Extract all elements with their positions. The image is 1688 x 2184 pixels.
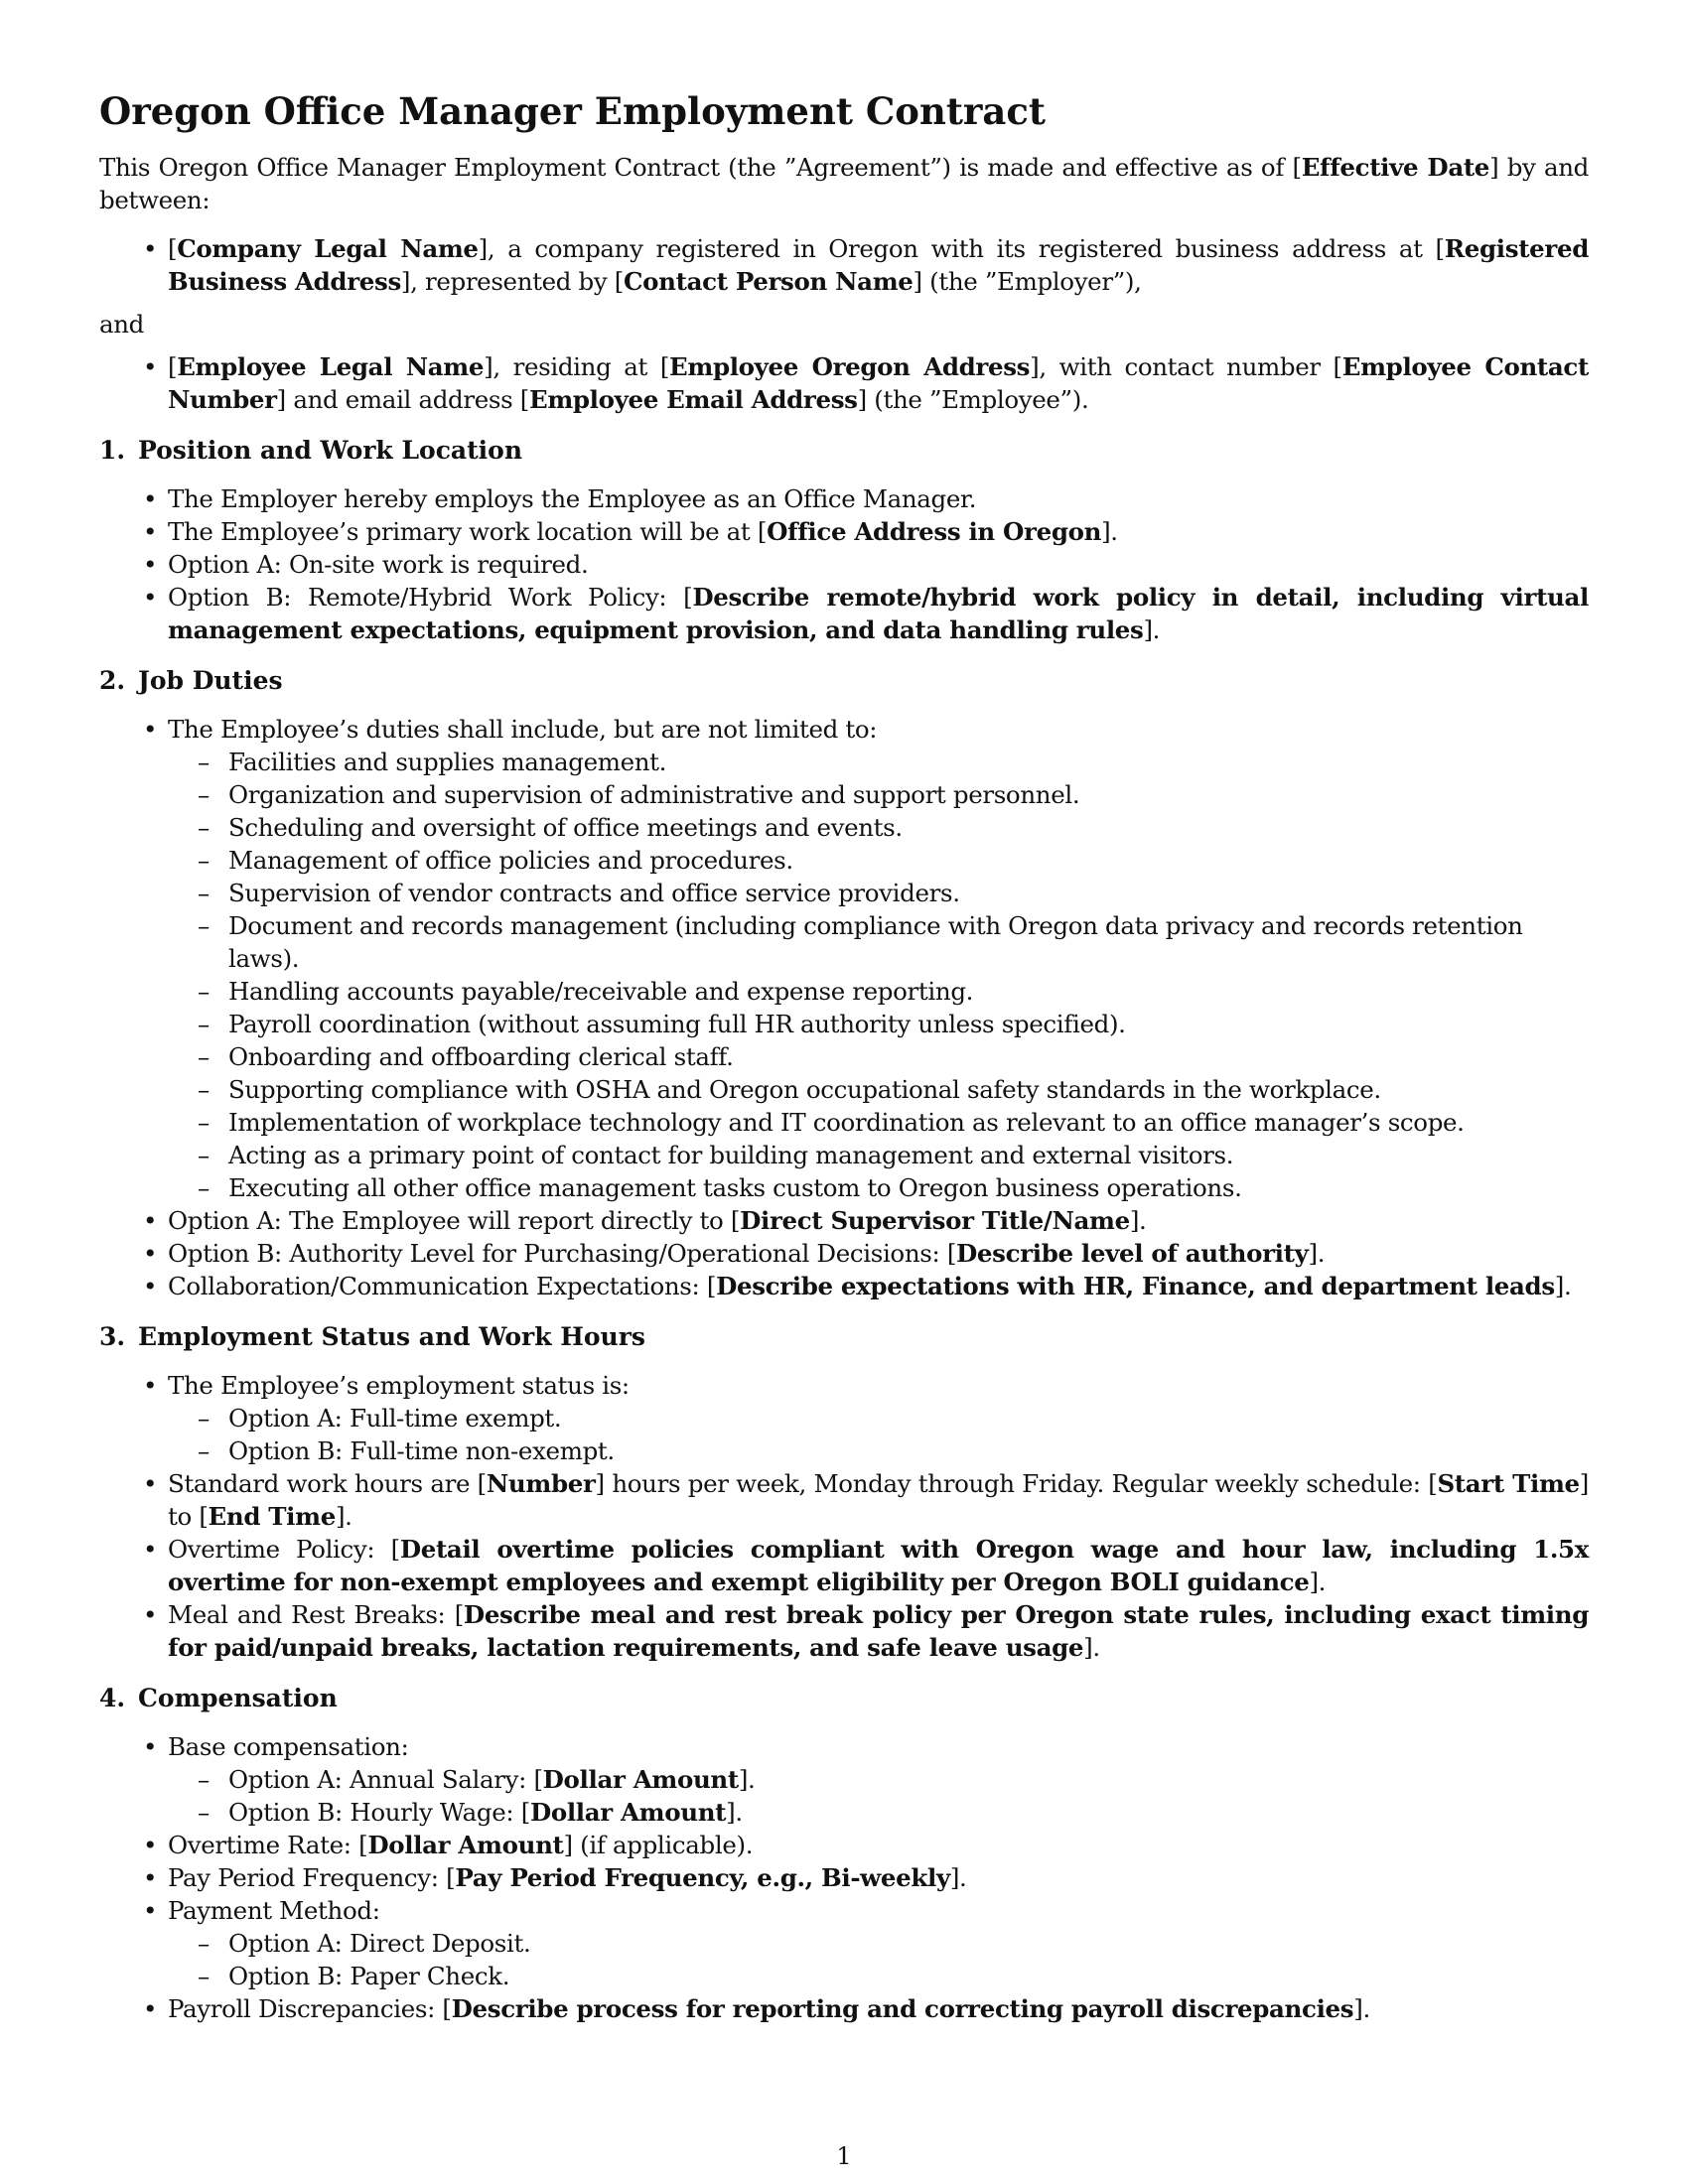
sub-item: – Option A: Direct Deposit. bbox=[168, 1927, 1589, 1960]
page-number: 1 bbox=[836, 2142, 852, 2170]
employer-party-list bbox=[99, 232, 1589, 298]
section-compensation-list bbox=[99, 1730, 1589, 2025]
placeholder-payroll-discrepancies: Describe process for reporting and correcting payroll discrepancies bbox=[451, 1994, 1354, 2023]
placeholder-employee-oregon-address: Employee Oregon Address bbox=[669, 352, 1031, 381]
placeholder-contact-person-name: Contact Person Name bbox=[624, 267, 914, 296]
duty-item: – Facilities and supplies management. bbox=[168, 746, 1589, 778]
list-item: • Payment Method: – Option A: Direct Deposit. – Option B: Paper Check. bbox=[99, 1894, 1589, 1992]
duty-item: – Organization and supervision of administrative and support personnel. bbox=[168, 778, 1589, 811]
sub-item: – Option B: Paper Check. bbox=[168, 1960, 1589, 1992]
list-item: • Option A: On-site work is required. bbox=[99, 548, 1589, 581]
list-item: • Option A: The Employee will report directly to [Direct Supervisor Title/Name]. bbox=[99, 1204, 1589, 1237]
list-item: • Pay Period Frequency: [Pay Period Frequency, e.g., Bi-weekly]. bbox=[99, 1861, 1589, 1894]
placeholder-hourly-wage: Dollar Amount bbox=[529, 1798, 727, 1827]
placeholder-end-time: End Time bbox=[208, 1502, 336, 1531]
sub-item: – Option B: Hourly Wage: [Dollar Amount]. bbox=[168, 1796, 1589, 1829]
duty-item: – Document and records management (including compliance with Oregon data privacy and records retention laws). bbox=[168, 909, 1589, 975]
placeholder-authority-level: Describe level of authority bbox=[956, 1239, 1309, 1268]
list-item: • Overtime Rate: [Dollar Amount] (if applicable). bbox=[99, 1829, 1589, 1861]
list-item: • The Employee’s employment status is: – Option A: Full-time exempt. – Option B: Full-time non-exempt. bbox=[99, 1369, 1589, 1467]
placeholder-hours-number: Number bbox=[486, 1469, 596, 1498]
list-item: • Option B: Authority Level for Purchasing/Operational Decisions: [Describe level of authority]. bbox=[99, 1237, 1589, 1270]
duty-item: – Onboarding and offboarding clerical staff. bbox=[168, 1040, 1589, 1073]
section-duties-list bbox=[99, 713, 1589, 1302]
placeholder-overtime-policy: Detail overtime policies compliant with Oregon wage and hour law, including 1.5x overtime for non-exempt employees and exempt eligibility per Oregon BOLI guidance bbox=[168, 1535, 1589, 1596]
list-item: • Option B: Remote/Hybrid Work Policy: [Describe remote/hybrid work policy in detail, including virtual management expectations, equipment provision, and data handling rules]. bbox=[99, 581, 1589, 646]
section-status-list bbox=[99, 1369, 1589, 1664]
document-body bbox=[99, 85, 1589, 2025]
and-connector: and bbox=[99, 310, 145, 339]
placeholder-overtime-rate: Dollar Amount bbox=[367, 1831, 564, 1859]
status-sublist bbox=[168, 1402, 1589, 1467]
placeholder-start-time: Start Time bbox=[1437, 1469, 1580, 1498]
list-item: • The Employee’s primary work location will be at [Office Address in Oregon]. bbox=[99, 515, 1589, 548]
placeholder-employee-legal-name: Employee Legal Name bbox=[177, 352, 485, 381]
placeholder-registered-business-address: Registered Business Address bbox=[168, 234, 1589, 296]
base-compensation-sublist bbox=[168, 1763, 1589, 1829]
placeholder-direct-supervisor: Direct Supervisor Title/Name bbox=[740, 1206, 1130, 1235]
duty-item: – Supervision of vendor contracts and office service providers. bbox=[168, 877, 1589, 909]
section-heading-job-duties: 2. Job Duties bbox=[99, 666, 283, 695]
placeholder-company-legal-name: Company Legal Name bbox=[177, 234, 479, 263]
sub-item: – Option A: Annual Salary: [Dollar Amount]. bbox=[168, 1763, 1589, 1796]
placeholder-remote-policy: Describe remote/hybrid work policy in detail, including virtual management expectations, equipment provision, and data handling rules bbox=[168, 583, 1589, 644]
duty-item: – Scheduling and oversight of office meetings and events. bbox=[168, 811, 1589, 844]
placeholder-employee-email-address: Employee Email Address bbox=[529, 385, 858, 414]
list-item: • Meal and Rest Breaks: [Describe meal and rest break policy per Oregon state rules, including exact timing for paid/unpaid breaks, lactation requirements, and safe leave usage]. bbox=[99, 1598, 1589, 1664]
list-item: • Overtime Policy: [Detail overtime policies compliant with Oregon wage and hour law, including 1.5x overtime for non-exempt employees and exempt eligibility per Oregon BOLI guidance]. bbox=[99, 1533, 1589, 1598]
list-item: • Payroll Discrepancies: [Describe process for reporting and correcting payroll discrepancies]. bbox=[99, 1992, 1589, 2025]
duty-item: – Management of office policies and procedures. bbox=[168, 844, 1589, 877]
payment-method-sublist bbox=[168, 1927, 1589, 1992]
placeholder-employee-contact-number: Employee Contact Number bbox=[168, 352, 1589, 414]
placeholder-office-address: Office Address in Oregon bbox=[767, 517, 1102, 546]
list-item: • Base compensation: – Option A: Annual Salary: [Dollar Amount]. – Option B: Hourly Wage: [Dollar Amount]. bbox=[99, 1730, 1589, 1829]
section-heading-compensation: 4. Compensation bbox=[99, 1684, 338, 1712]
sub-item: – Option B: Full-time non-exempt. bbox=[168, 1434, 1589, 1467]
list-item: • Collaboration/Communication Expectations: [Describe expectations with HR, Finance, and department leads]. bbox=[99, 1270, 1589, 1302]
list-item: • The Employee’s duties shall include, but are not limited to: – Facilities and supplies management. – Organization and supervision of administrative and support personnel. – Scheduling and oversight of office meetings and events. – Management of office policies and procedures. – Supervision of vendor contracts and office service providers. – Document and records management (including compliance with Oregon data privacy and records retention laws). – Handling accounts payable/receivable and expense reporting. – Payroll coordination (without assuming full HR authority unless specified). – Onboarding and offboarding clerical staff. – Supporting compliance with OSHA and Oregon occupational safety standards in the workplace. – Implementation of workplace technology and IT coordination as relevant to an office manager’s scope. – Acting as a primary point of contact for building management and external visitors. – Executing all other office management tasks custom to Oregon business operations. bbox=[99, 713, 1589, 1204]
duty-item: – Payroll coordination (without assuming full HR authority unless specified). bbox=[168, 1008, 1589, 1040]
section-heading-position: 1. Position and Work Location bbox=[99, 436, 523, 465]
placeholder-meal-rest-breaks: Describe meal and rest break policy per Oregon state rules, including exact timing for paid/unpaid breaks, lactation requirements, and safe leave usage bbox=[168, 1600, 1589, 1662]
duty-item: – Supporting compliance with OSHA and Oregon occupational safety standards in the workplace. bbox=[168, 1073, 1589, 1106]
section-position-list bbox=[99, 482, 1589, 646]
intro-paragraph: This Oregon Office Manager Employment Contract (the ”Agreement”) is made and effective as of [Effective Date] by and between: bbox=[99, 153, 1589, 214]
duties-sublist bbox=[168, 746, 1589, 1204]
employer-party-item: • [Company Legal Name], a company registered in Oregon with its registered business address at [Registered Business Address], represented by [Contact Person Name] (the ”Employer”), bbox=[99, 232, 1589, 298]
placeholder-collaboration-expectations: Describe expectations with HR, Finance, and department leads bbox=[716, 1272, 1555, 1300]
document-title: Oregon Office Manager Employment Contract bbox=[99, 89, 1047, 133]
duty-item: – Handling accounts payable/receivable and expense reporting. bbox=[168, 975, 1589, 1008]
employee-party-list bbox=[99, 350, 1589, 416]
sub-item: – Option A: Full-time exempt. bbox=[168, 1402, 1589, 1434]
list-item: • The Employer hereby employs the Employee as an Office Manager. bbox=[99, 482, 1589, 515]
duty-item: – Executing all other office management tasks custom to Oregon business operations. bbox=[168, 1171, 1589, 1204]
list-item: • Standard work hours are [Number] hours per week, Monday through Friday. Regular weekly schedule: [Start Time] to [End Time]. bbox=[99, 1467, 1589, 1533]
duty-item: – Acting as a primary point of contact for building management and external visitors. bbox=[168, 1139, 1589, 1171]
duty-item: – Implementation of workplace technology and IT coordination as relevant to an office manager’s scope. bbox=[168, 1106, 1589, 1139]
section-heading-employment-status: 3. Employment Status and Work Hours bbox=[99, 1322, 645, 1351]
placeholder-annual-salary: Dollar Amount bbox=[542, 1765, 739, 1794]
placeholder-pay-period-frequency: Pay Period Frequency, e.g., Bi-weekly bbox=[455, 1863, 950, 1892]
employee-party-item: • [Employee Legal Name], residing at [Employee Oregon Address], with contact number [Employee Contact Number] and email address [Employee Email Address] (the ”Employee”). bbox=[99, 350, 1589, 416]
placeholder-effective-date: Effective Date bbox=[1301, 153, 1490, 182]
